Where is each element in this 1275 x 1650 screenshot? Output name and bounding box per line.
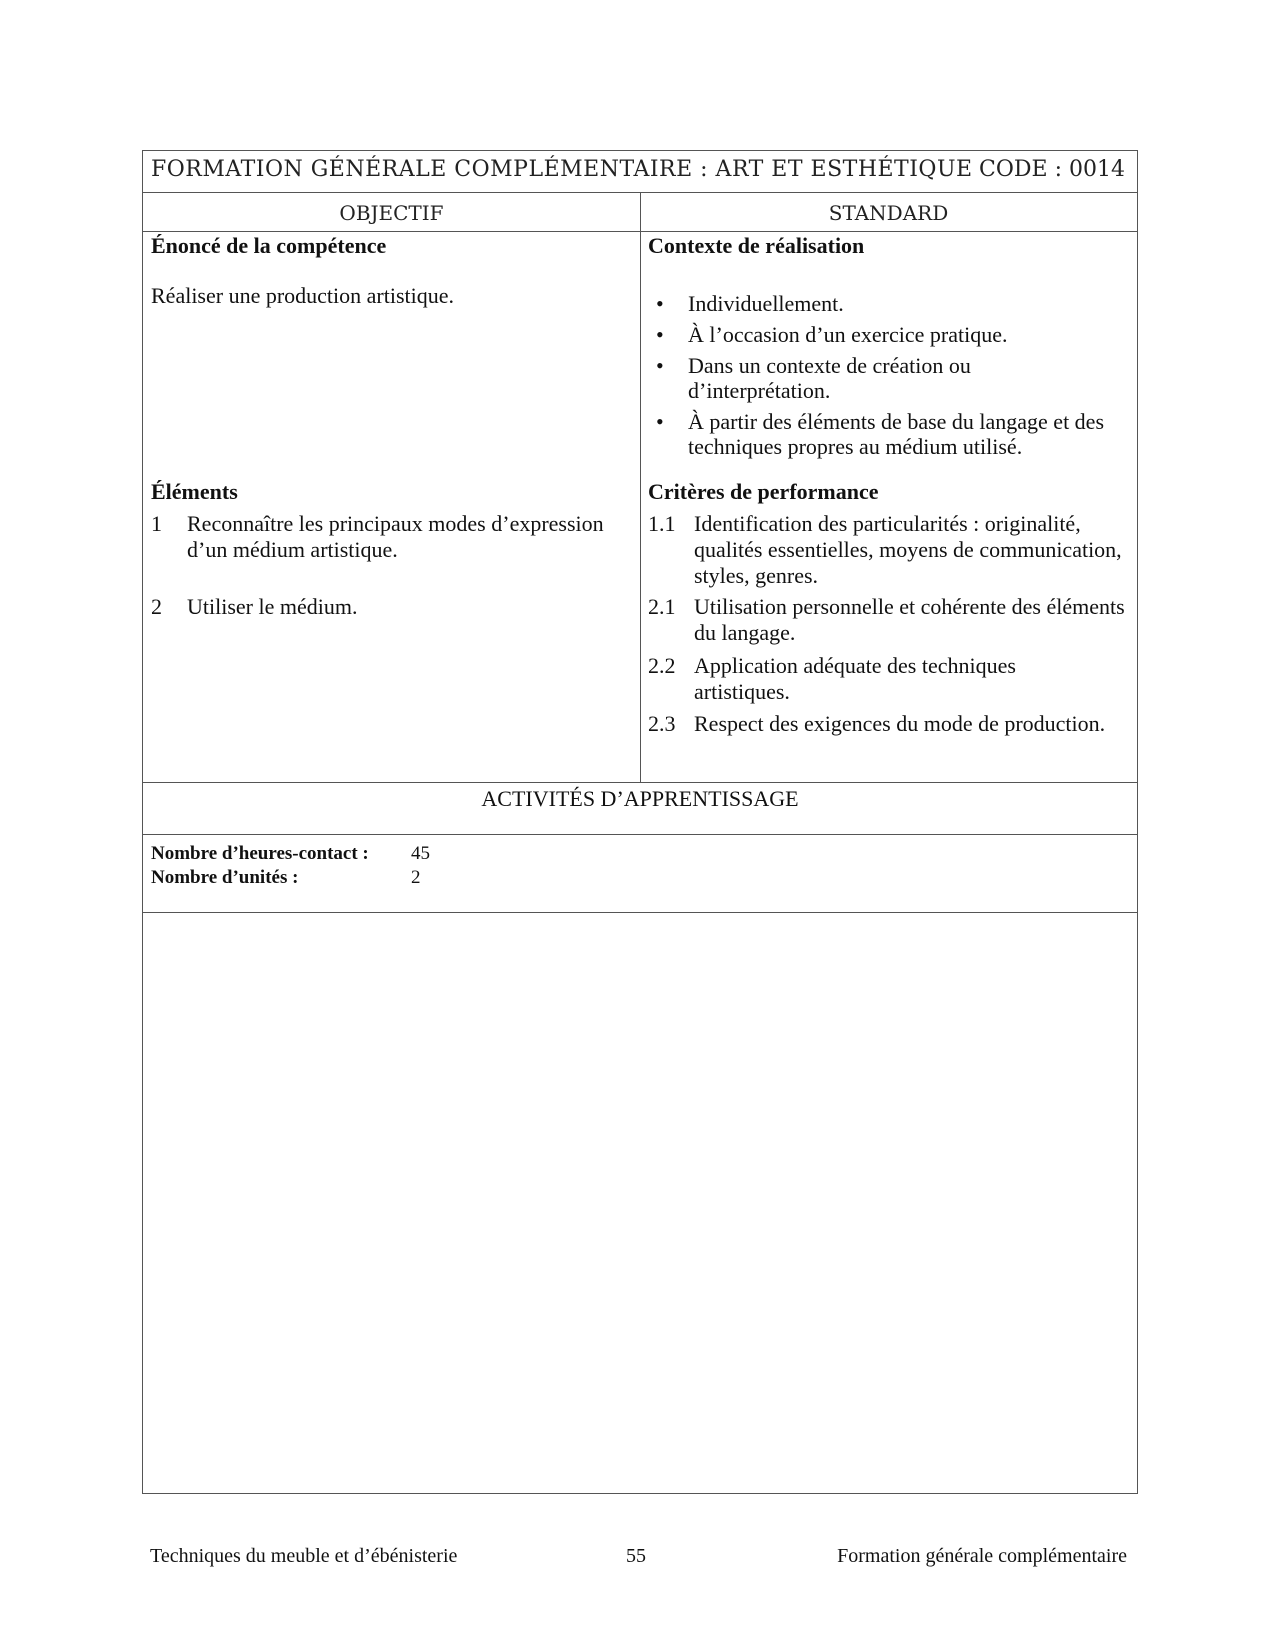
bullet-icon: • xyxy=(656,353,664,378)
divider xyxy=(143,912,1137,913)
unites-label: Nombre d’unités : xyxy=(151,867,299,888)
element-text: Reconnaître les principaux modes d’expression d’un médium artistique. xyxy=(187,511,604,562)
critere-number: 2.3 xyxy=(648,711,676,736)
contexte-item: À partir des éléments de base du langage et des techniques propres au médium utilisé. xyxy=(688,409,1105,459)
divider xyxy=(143,834,1137,835)
list-item xyxy=(648,409,1113,459)
element-item xyxy=(151,594,631,620)
critere-item xyxy=(648,594,1133,646)
list-item xyxy=(648,291,1118,316)
critere-number: 2.2 xyxy=(648,653,676,678)
bullet-icon: • xyxy=(656,291,664,316)
contexte-heading: Contexte de réalisation xyxy=(648,233,865,258)
page-number: 55 xyxy=(626,1545,646,1567)
critere-number: 2.1 xyxy=(648,594,676,619)
criteres-heading: Critères de performance xyxy=(648,479,879,504)
footer-section: Formation générale complémentaire xyxy=(837,1545,1127,1567)
contexte-item: Individuellement. xyxy=(688,291,844,316)
contexte-item: À l’occasion d’un exercice pratique. xyxy=(688,322,1008,347)
critere-text: Respect des exigences du mode de production. xyxy=(694,711,1106,736)
element-number: 2 xyxy=(151,594,162,619)
column-head-objectif: OBJECTIF xyxy=(339,201,444,225)
list-item xyxy=(648,322,1118,347)
competency-code: CODE : 0014 xyxy=(979,157,1125,182)
heures-value: 45 xyxy=(411,843,430,864)
critere-text: Identification des particularités : originalité, qualités essentielles, moyens de communication, styles, genres. xyxy=(694,511,1122,588)
critere-number: 1.1 xyxy=(648,511,676,536)
divider xyxy=(143,782,1137,783)
footer-program: Techniques du meuble et d’ébénisterie xyxy=(150,1545,458,1567)
heures-label: Nombre d’heures-contact : xyxy=(151,843,369,864)
enonce-text: Réaliser une production artistique. xyxy=(151,283,455,308)
contexte-list xyxy=(648,291,1118,465)
enonce-heading: Énoncé de la compétence xyxy=(151,233,387,258)
element-number: 1 xyxy=(151,511,162,536)
table-title: FORMATION GÉNÉRALE COMPLÉMENTAIRE : ART ET ESTHÉTIQUE xyxy=(151,157,973,182)
critere-item xyxy=(648,511,1133,589)
element-item xyxy=(151,511,631,563)
critere-item xyxy=(648,711,1133,737)
column-divider xyxy=(640,192,641,782)
critere-text: Utilisation personnelle et cohérente des éléments du langage. xyxy=(694,594,1125,645)
elements-heading: Éléments xyxy=(151,479,238,504)
activites-title: ACTIVITÉS D’APPRENTISSAGE xyxy=(481,786,799,811)
list-item xyxy=(648,353,1018,403)
bullet-icon: • xyxy=(656,409,664,434)
critere-text: Application adéquate des techniques artistiques. xyxy=(694,653,1016,704)
element-text: Utiliser le médium. xyxy=(187,594,358,619)
column-head-standard: STANDARD xyxy=(828,201,949,225)
unites-value: 2 xyxy=(411,867,421,888)
contexte-item: Dans un contexte de création ou d’interprétation. xyxy=(688,353,971,403)
bullet-icon: • xyxy=(656,322,664,347)
competency-table xyxy=(142,150,1138,1494)
critere-item xyxy=(648,653,1133,705)
